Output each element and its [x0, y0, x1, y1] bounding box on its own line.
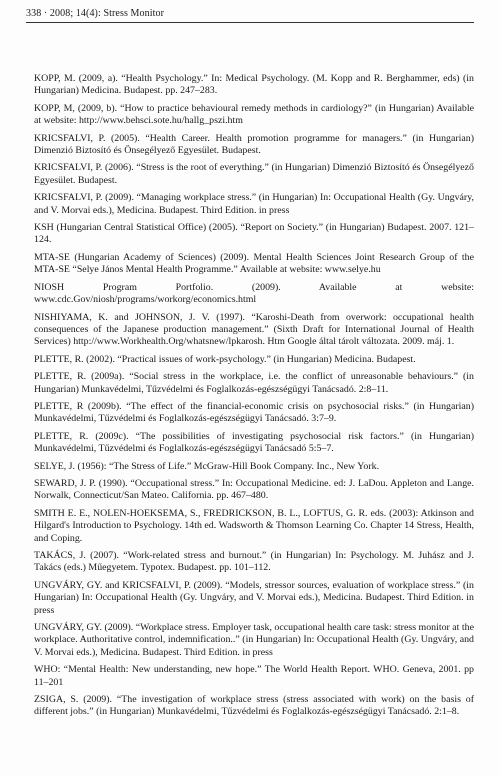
- reference-entry: UNGVÁRY, GY. (2009). “Workplace stress. Employer task, occupational health care task: stress monitor at the workplace. Authoritative control, indemnification..” (in Hungarian) In: Occupational Health (Gy. Ungváry, and V. Morvai eds.), Medicina. Budapest. Third Edition. in press: [34, 622, 474, 658]
- reference-entry: SMITH E. E., NOLEN-HOEKSEMA, S., FREDRICKSON, B. L., LOFTUS, G. R. eds. (2003): Atkinson and Hilgard's Introduction to Psychology. 14th ed. Wadsworth & Thomson Learning Co. Chapter 14 Stress, Health, and Coping.: [34, 507, 474, 544]
- reference-entry: MTA-SE (Hungarian Academy of Sciences) (2009). Mental Health Sciences Joint Research Group of the MTA-SE “Selye János Mental Health Programme.” Available at website: www.selye.hu: [34, 251, 474, 276]
- reference-entry: KSH (Hungarian Central Statistical Office) (2005). “Report on Society.” (in Hungarian) Budapest. 2007. 121–124.: [34, 222, 474, 246]
- reference-entry: ZSIGA, S. (2009). “The investigation of workplace stress (stress associated with work) on the basis of different jobs.” (in Hungarian) Munkavédelmi, Tűzvédelmi és Foglalkozás-egészségügyi Tanácsadó. 2:1–8.: [34, 694, 474, 718]
- reference-entry: KRICSFALVI, P. (2005). “Health Career. Health promotion programme for managers.” (in Hungarian) Dimenzió Biztosító és Önsegélyező Egyesület. Budapest.: [34, 132, 474, 157]
- reference-entry: KOPP, M. (2009, a). “Health Psychology.” In: Medical Psychology. (M. Kopp and R. Berghammer, eds) (in Hungarian) Medicina. Budapest. pp. 247–283.: [34, 73, 474, 97]
- reference-entry: WHO: “Mental Health: New understanding, new hope.” The World Health Report. WHO. Geneva, 2001. pp 11–201: [34, 664, 474, 688]
- reference-entry: KOPP, M, (2009, b). “How to practice behavioural remedy methods in cardiology?” (in Hungarian) Available at website: http://www.behsci.sote.hu/hallg_pszi.htm: [34, 102, 474, 127]
- header-rule: [26, 22, 474, 23]
- reference-entry: NISHIYAMA, K. and JOHNSON, J. V. (1997). “Karoshi-Death from overwork: occupational health consequences of the Japanese production management.” (Sixth Draft for International Journal of Health Services) http://www.Workhealth.Org/whatsnew/lpkarosh. Htm Google által tárolt változata. 2009. máj. 1.: [34, 311, 474, 348]
- reference-entry: KRICSFALVI, P. (2006). “Stress is the root of everything.” (in Hungarian) Dimenzió Biztosító és Önsegélyező Egyesület. Budapest.: [34, 162, 474, 186]
- reference-entry: SELYE, J. (1956): “The Stress of Life.” McGraw-Hill Book Company. Inc., New York.: [34, 460, 380, 472]
- reference-entry: PLETTE, R. (2002). “Practical issues of work-psychology.” (in Hungarian) Medicina. Budapest.: [34, 353, 416, 365]
- reference-entry: KRICSFALVI, P. (2009). “Managing workplace stress.” (in Hungarian) In: Occupational Health (Gy. Ungváry, and V. Morvai eds.), Medicina. Budapest. Third Edition. in press: [34, 192, 474, 216]
- running-head: 338 · 2008; 14(4): Stress Monitor: [26, 8, 165, 19]
- reference-entry: PLETTE, R. (2009c). “The possibilities of investigating psychosocial risk factors.” (in Hungarian) Munkavédelmi, Tűzvédelmi és Foglalkozás-egészségügyi Tanácsadó 5:5–7.: [34, 430, 474, 455]
- reference-entry: TAKÁCS, J. (2007). “Work-related stress and burnout.” (in Hungarian) In: Psychology. M. Juhász and J. Takács (eds.) Műegyetem. Typotex. Budapest. pp. 101–112.: [34, 550, 474, 574]
- reference-entry: NIOSH Program Portfolio. (2009). Available at website: www.cdc.Gov/niosh/programs/workorg/economics.html: [34, 281, 474, 306]
- reference-list: [34, 73, 474, 724]
- reference-entry: PLETTE, R (2009b). “The effect of the financial-economic crisis on psychosocial risks.” (in Hungarian) Munkavédelmi, Tűzvédelmi és Foglalkozás-egészségügyi Tanácsadó. 3:7–9.: [34, 400, 474, 425]
- reference-entry: PLETTE, R. (2009a). “Social stress in the workplace, i.e. the conflict of unreasonable behaviours.” (in Hungarian) Munkavédelmi, Tűzvédelmi és Foglalkozás-egészségügyi Tanácsadó. 2:8–11.: [34, 371, 474, 395]
- reference-entry: SEWARD, J. P. (1990). “Occupational stress.” In: Occupational Medicine. ed: J. LaDou. Appleton and Lange. Norwalk, Connecticut/San Mateo. California. pp. 467–480.: [34, 477, 474, 502]
- reference-entry: UNGVÁRY, GY. and KRICSFALVI, P. (2009). “Models, stressor sources, evaluation of workplace stress.” (in Hungarian) In: Occupational Health (Gy. Ungváry, and V. Morvai eds.), Medicina. Budapest. Third Edition. in press: [34, 579, 474, 616]
